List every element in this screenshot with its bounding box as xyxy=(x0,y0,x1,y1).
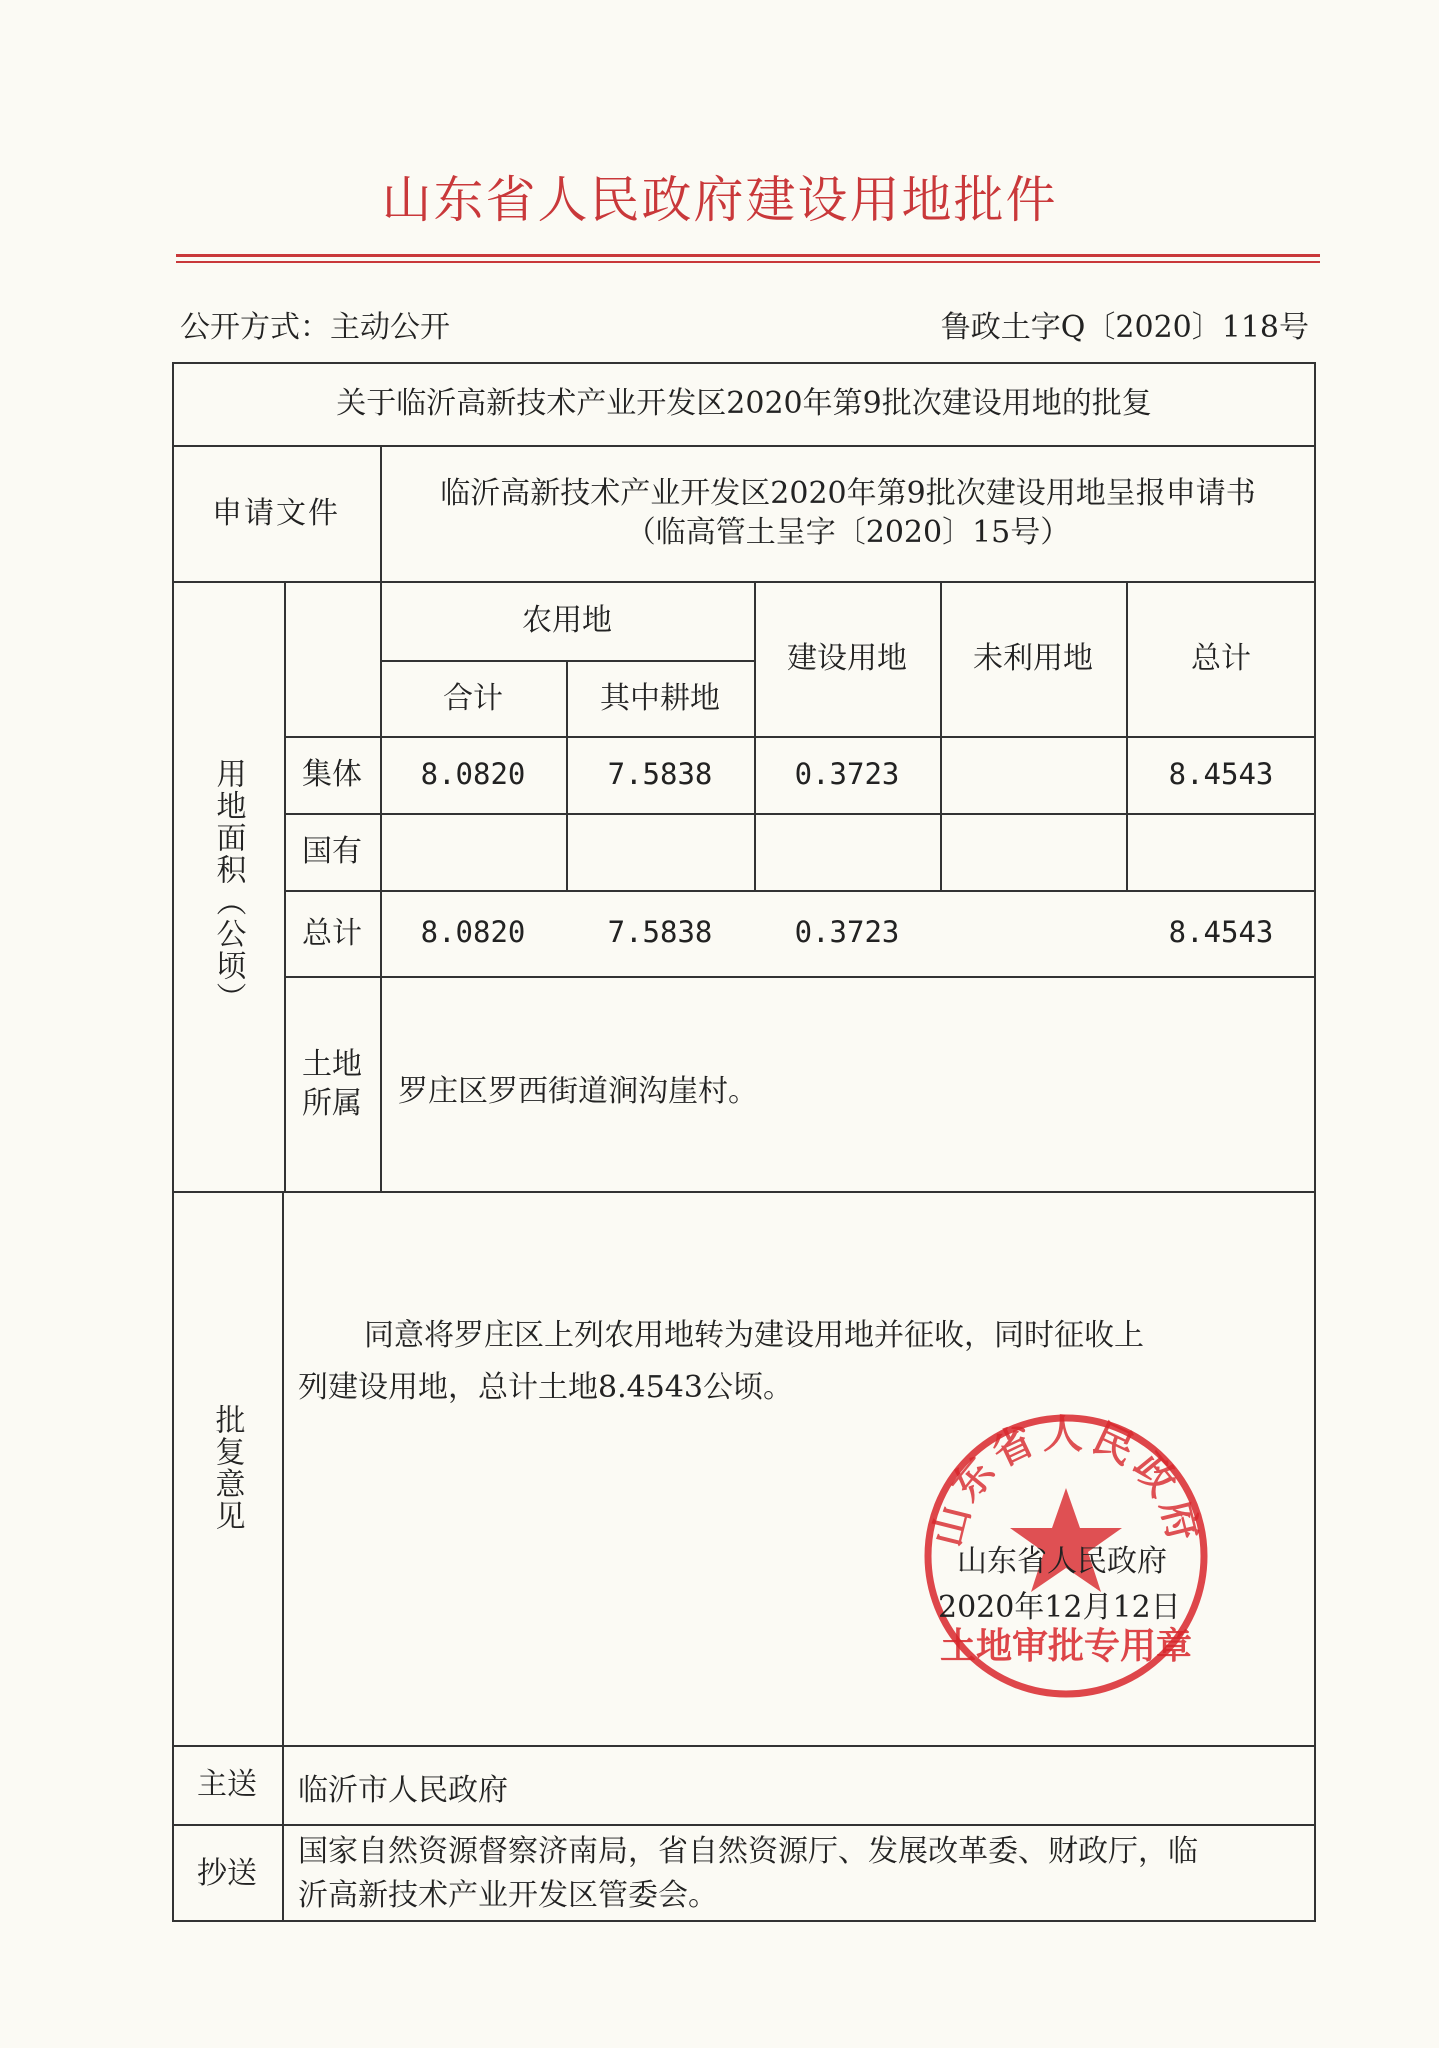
header-total: 总计 xyxy=(1191,641,1251,676)
area-label: 用地面积（公顷） xyxy=(210,758,246,1014)
table-cell: 8.4543 xyxy=(1168,915,1274,950)
ownership-label-line1: 土地 xyxy=(302,1046,362,1082)
cc-value xyxy=(298,1830,1198,1918)
ownership-value: 罗庄区罗西街道涧沟崖村。 xyxy=(398,1074,758,1109)
header-farmland: 其中耕地 xyxy=(600,680,720,716)
area-label-cell xyxy=(172,581,284,1191)
document-number: 鲁政土字Q〔2020〕118号 xyxy=(940,310,1309,345)
approval-subject: 关于临沂高新技术产业开发区2020年第9批次建设用地的批复 xyxy=(336,386,1152,421)
table-cell: 7.5838 xyxy=(607,915,713,950)
issue-date: 2020年12月12日 xyxy=(938,1590,1181,1625)
application-number: （临高管土呈字〔2020〕15号） xyxy=(625,515,1071,550)
send-value: 临沂市人民政府 xyxy=(298,1773,508,1808)
table-cell: 0.3723 xyxy=(794,756,900,791)
ownership-label xyxy=(284,976,380,1191)
issuer-name: 山东省人民政府 xyxy=(957,1544,1167,1579)
ownership-label-line2: 所属 xyxy=(302,1085,362,1121)
row-label: 总计 xyxy=(302,915,362,951)
seal-ring-text: 山东省人民政府 xyxy=(924,1411,1208,1552)
opinion-line2: 列建设用地，总计土地8.4543公顷。 xyxy=(298,1370,793,1405)
row-label: 集体 xyxy=(302,757,362,792)
header-unused: 未利用地 xyxy=(973,641,1093,676)
table-cell: 8.0820 xyxy=(420,756,526,791)
table-cell: 0.3723 xyxy=(794,915,900,950)
application-label: 申请文件 xyxy=(212,495,340,531)
title-rule-thick xyxy=(176,254,1320,257)
opinion-label: 批复意见 xyxy=(209,1404,245,1532)
title-rule-thin xyxy=(176,261,1320,263)
header-agri-total: 合计 xyxy=(443,680,503,716)
document-title: 山东省人民政府建设用地批件 xyxy=(381,171,1058,229)
table-cell xyxy=(940,736,1126,813)
application-title: 临沂高新技术产业开发区2020年第9批次建设用地呈报申请书 xyxy=(440,476,1256,511)
cc-line1: 国家自然资源督察济南局，省自然资源厅、发展改革委、财政厅，临 xyxy=(298,1834,1198,1869)
header-construction: 建设用地 xyxy=(787,641,907,676)
cc-line2: 沂高新技术产业开发区管委会。 xyxy=(298,1878,718,1913)
cc-label: 抄送 xyxy=(197,1855,257,1891)
send-label: 主送 xyxy=(197,1767,257,1802)
table-cell xyxy=(940,890,1126,976)
row-label: 国有 xyxy=(302,834,362,869)
header-agricultural: 农用地 xyxy=(522,603,612,638)
table-cell: 8.4543 xyxy=(1168,756,1274,791)
table-cell: 8.0820 xyxy=(420,915,526,950)
disclosure-mode: 公开方式：主动公开 xyxy=(180,310,450,345)
seal-bottom-text: 土地审批专用章 xyxy=(939,1626,1193,1667)
application-document xyxy=(380,445,1316,581)
opinion-line1: 同意将罗庄区上列农用地转为建设用地并征收，同时征收上 xyxy=(364,1318,1144,1353)
table-cell: 7.5838 xyxy=(607,756,713,791)
opinion-label-cell xyxy=(172,1191,282,1745)
